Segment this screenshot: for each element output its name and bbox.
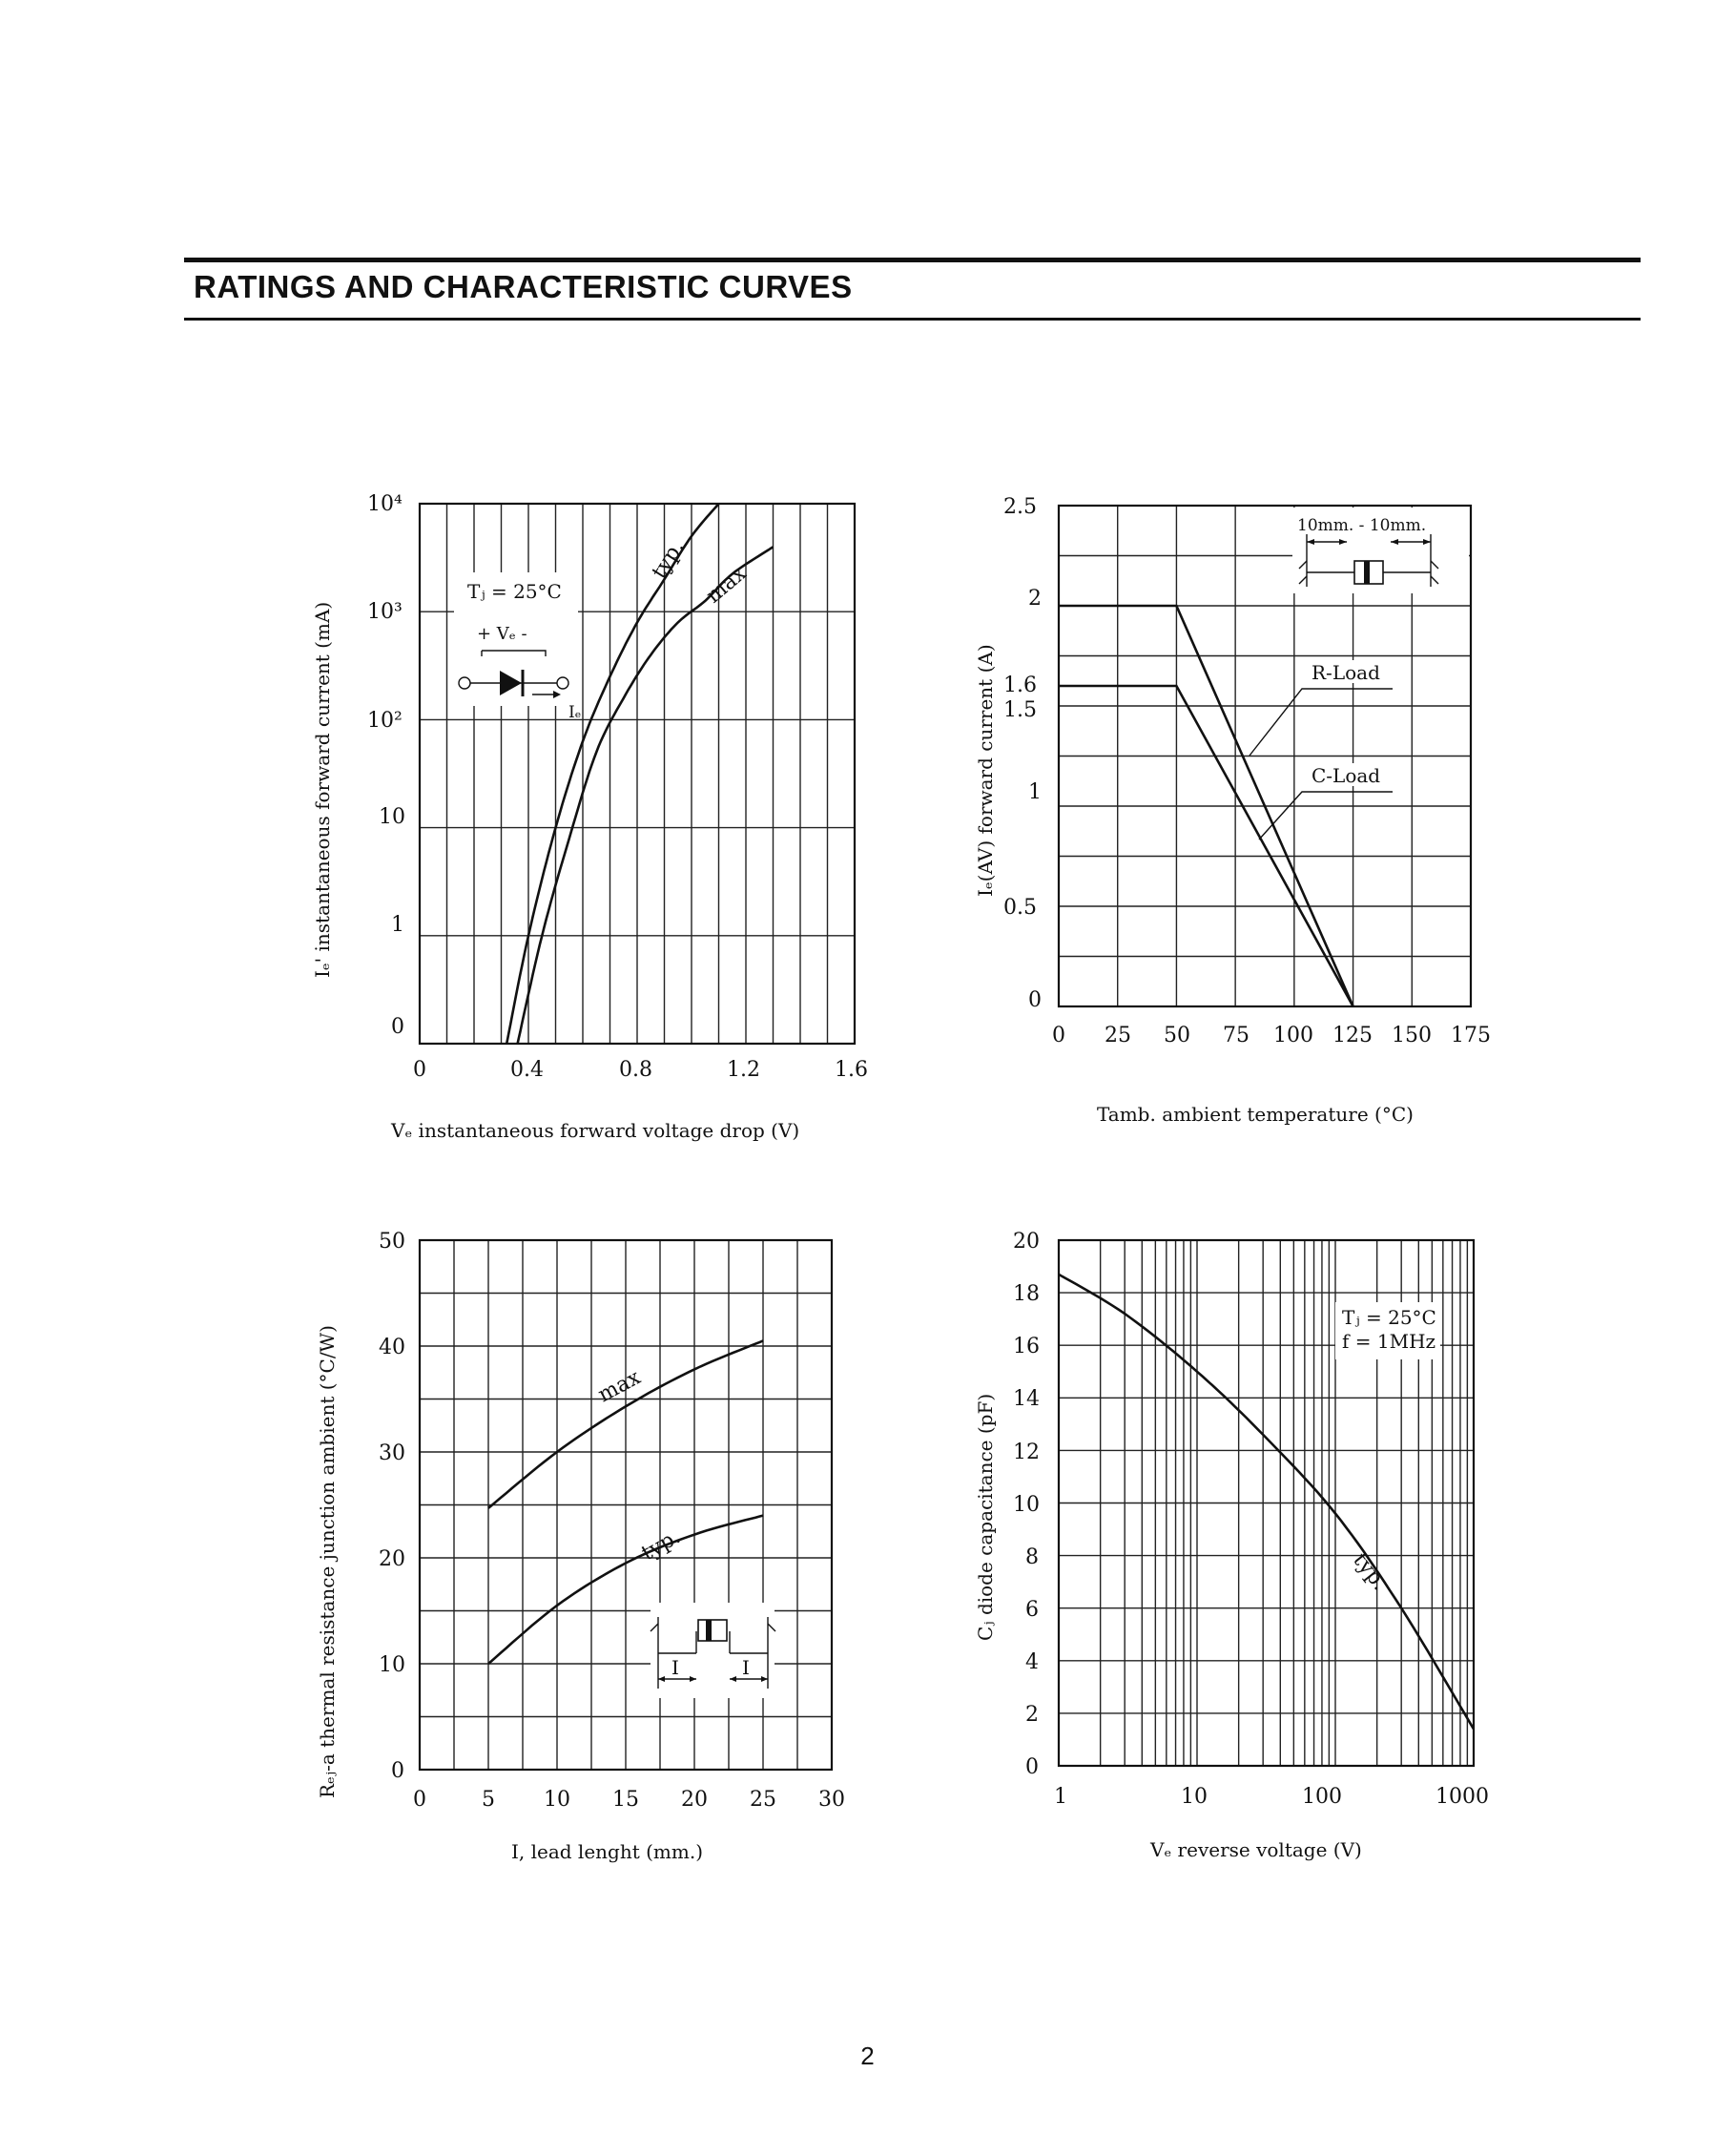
- temperature-annotation: Tⱼ = 25°C: [1342, 1306, 1436, 1329]
- y-tick-label: 2: [1025, 1703, 1039, 1727]
- x-tick-label: 175: [1451, 1024, 1491, 1047]
- bottom-rule: [184, 318, 1641, 321]
- lead-length-label: I: [671, 1656, 679, 1679]
- chart-forward-characteristics: [286, 477, 878, 1164]
- x-tick-label: 0: [1052, 1024, 1065, 1047]
- x-tick-label: 10: [544, 1788, 570, 1812]
- x-tick-label: 5: [482, 1788, 495, 1812]
- x-tick-label: 150: [1392, 1024, 1432, 1047]
- x-tick-label: 20: [681, 1788, 708, 1812]
- x-axis-label: Vₑ instantaneous forward voltage drop (V): [391, 1119, 800, 1142]
- x-tick-label: 50: [1164, 1024, 1190, 1047]
- x-tick-label: 10: [1181, 1785, 1208, 1809]
- top-rule: [184, 258, 1641, 262]
- y-axis-label: Iₑ(AV) forward current (A): [974, 644, 997, 897]
- frequency-annotation: f = 1MHz: [1342, 1330, 1436, 1353]
- y-tick-label: 14: [1013, 1387, 1040, 1411]
- y-tick-label: 1: [1028, 780, 1042, 804]
- y-tick-label: 10: [1013, 1493, 1040, 1517]
- x-axis-label: Vₑ reverse voltage (V): [1150, 1838, 1362, 1861]
- inset-box: [651, 1603, 775, 1698]
- y-tick-label: 0: [1028, 988, 1042, 1012]
- y-tick-label: 2.5: [1003, 495, 1037, 519]
- series-label-c-load: C-Load: [1312, 764, 1381, 787]
- temperature-annotation: Tⱼ = 25°C: [467, 580, 562, 603]
- chart-derating-curve: [963, 477, 1555, 1164]
- series-c-load-line: [1059, 686, 1353, 1006]
- x-tick-label: 25: [750, 1788, 776, 1812]
- x-tick-label: 125: [1332, 1024, 1373, 1047]
- y-tick-label: 8: [1025, 1545, 1039, 1569]
- current-annotation: Iₑ: [568, 703, 582, 722]
- x-axis-label: I, lead lenght (mm.): [511, 1840, 704, 1863]
- voltage-annotation: + Vₑ -: [477, 624, 527, 644]
- section-title: RATINGS AND CHARACTERISTIC CURVES: [194, 269, 853, 304]
- y-axis-label: Rₑⱼ-a thermal resistance junction ambient (°C/W): [316, 1325, 339, 1798]
- y-tick-label: 0: [391, 1015, 404, 1039]
- y-tick-label: 0: [391, 1759, 404, 1783]
- x-tick-label: 100: [1273, 1024, 1313, 1047]
- lead-length-label: I: [742, 1656, 750, 1679]
- y-tick-label: 10: [379, 805, 405, 829]
- series-label-r-load: R-Load: [1312, 661, 1380, 684]
- y-tick-label: 50: [379, 1230, 405, 1254]
- series-label-max: max: [701, 561, 752, 609]
- series-label-max: max: [594, 1365, 645, 1408]
- y-tick-label: 1.6: [1003, 674, 1037, 697]
- y-tick-label: 30: [379, 1441, 405, 1465]
- y-tick-label: 16: [1013, 1335, 1040, 1358]
- y-tick-label: 0: [1025, 1755, 1039, 1779]
- chart-thermal-resistance: [286, 1212, 878, 1898]
- page-number: 2: [860, 2042, 875, 2070]
- y-tick-label: 10³: [367, 600, 403, 624]
- y-tick-label: 20: [379, 1547, 405, 1571]
- x-tick-label: 1000: [1436, 1785, 1489, 1809]
- y-tick-label: 10: [379, 1653, 405, 1677]
- y-axis-label: Iₑ' instantaneous forward current (mA): [311, 601, 334, 978]
- y-tick-label: 40: [379, 1336, 405, 1359]
- y-tick-label: 10⁴: [367, 492, 403, 516]
- chart-junction-capacitance: [963, 1212, 1555, 1898]
- x-tick-label: 30: [818, 1788, 845, 1812]
- x-tick-label: 0.8: [619, 1058, 652, 1082]
- series-label-typ: typ.: [637, 1524, 685, 1566]
- y-tick-label: 6: [1025, 1598, 1039, 1622]
- y-tick-label: 4: [1025, 1650, 1039, 1674]
- series-label-typ: typ.: [647, 536, 690, 584]
- x-tick-label: 100: [1302, 1785, 1342, 1809]
- x-tick-label: 1.2: [727, 1058, 760, 1082]
- y-tick-label: 2: [1028, 587, 1042, 611]
- series-label-typ: typ.: [1348, 1548, 1393, 1596]
- x-axis-label: Tamb. ambient temperature (°C): [1097, 1103, 1414, 1126]
- y-tick-label: 20: [1013, 1230, 1040, 1254]
- lead-length-annotation: 10mm. - 10mm.: [1297, 516, 1427, 535]
- y-tick-label: 18: [1013, 1282, 1040, 1306]
- x-tick-label: 1.6: [835, 1058, 868, 1082]
- x-tick-label: 25: [1105, 1024, 1131, 1047]
- x-tick-label: 15: [612, 1788, 639, 1812]
- x-tick-label: 75: [1223, 1024, 1250, 1047]
- y-tick-label: 10²: [367, 709, 403, 733]
- x-tick-label: 1: [1054, 1785, 1067, 1809]
- y-tick-label: 1: [391, 913, 404, 937]
- y-tick-label: 12: [1013, 1441, 1040, 1464]
- x-tick-label: 0: [413, 1058, 426, 1082]
- x-tick-label: 0: [413, 1788, 426, 1812]
- x-tick-label: 0.4: [510, 1058, 544, 1082]
- y-tick-label: 1.5: [1003, 698, 1037, 722]
- y-axis-label: Cⱼ diode capacitance (pF): [974, 1393, 997, 1641]
- y-tick-label: 0.5: [1003, 896, 1037, 920]
